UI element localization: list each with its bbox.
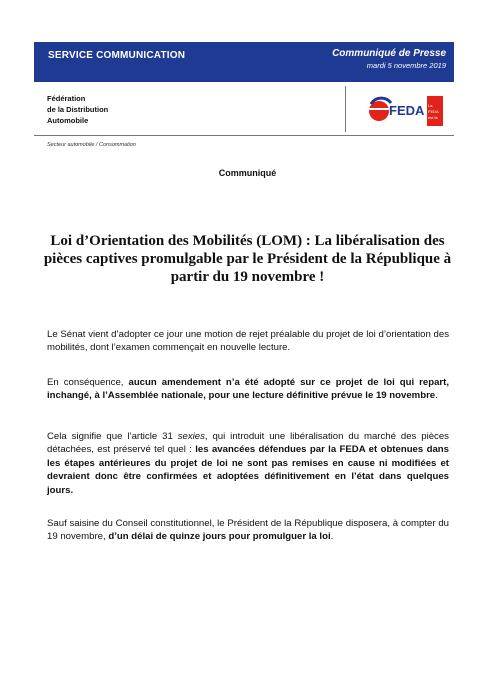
feda-logo	[365, 90, 445, 128]
svg-text:La: La	[428, 103, 433, 108]
header-banner	[34, 42, 454, 82]
organization-name	[47, 93, 108, 126]
p3-text-a: Cela signifie que l’article 31	[47, 431, 178, 442]
p4-text-a: Sauf saisine du Conseil constitutionnel, le Président de la République disposera, à compter du 19 novembre,	[47, 518, 449, 543]
p2-bold: aucun amendement n’a été adopté sur ce projet de loi qui repart, inchangé, à l’Assemblée nationale, pour une lecture définitive prévue le 19 novembre	[47, 377, 449, 402]
p3-bold: les avancées défendues par la FEDA et obtenues dans les étapes antérieures du projet de loi ne sont pas remises en cause ni modifiées et devraient donc être confirmées et adoptées définitivement en l’état dans quelques jours.	[47, 444, 449, 496]
p2-text-a: En conséquence,	[47, 377, 129, 388]
p3-text-b: , qui introduit une libéralisation du marché des pièces détachées, est préservé tel quel :	[47, 431, 449, 456]
svg-text:est là: est là	[428, 115, 438, 120]
sector-label: Secteur automobile / Consommation	[47, 142, 136, 148]
paragraph-4	[47, 517, 449, 544]
doc-type: Communiqué de Presse	[332, 48, 446, 59]
svg-text:FEDA: FEDA	[428, 109, 439, 114]
org-line-1: Fédération	[47, 94, 86, 103]
release-date: mardi 5 novembre 2019	[366, 61, 446, 70]
header-divider-vertical	[345, 86, 346, 132]
paragraph-1: Le Sénat vient d’adopter ce jour une motion de rejet préalable du projet de loi d’orientation des mobilités, dont l’examen commençait en nouvelle lecture.	[47, 329, 449, 354]
paragraph-2	[47, 376, 449, 403]
org-line-3: Automobile	[47, 116, 89, 125]
feda-logo-graphic	[365, 90, 445, 128]
p4-text-c: .	[330, 531, 334, 543]
paragraph-3	[47, 430, 449, 497]
press-release-info	[332, 48, 446, 72]
svg-text:FEDA: FEDA	[389, 103, 425, 118]
p4-bold: d’un délai de quinze jours pour promulguer la loi	[108, 531, 331, 543]
press-title: Loi d’Orientation des Mobilités (LOM) : La libéralisation des pièces captives promulgable par le Président de la République à partir du 19 novembre !	[43, 233, 452, 285]
service-label: SERVICE COMMUNICATION	[48, 50, 186, 61]
p3-italic: sexies	[177, 431, 205, 442]
org-line-2: de la Distribution	[47, 105, 109, 114]
document-kind: Communiqué	[218, 168, 277, 178]
header-divider-horizontal	[34, 135, 454, 136]
p2-text-c: .	[435, 390, 438, 402]
